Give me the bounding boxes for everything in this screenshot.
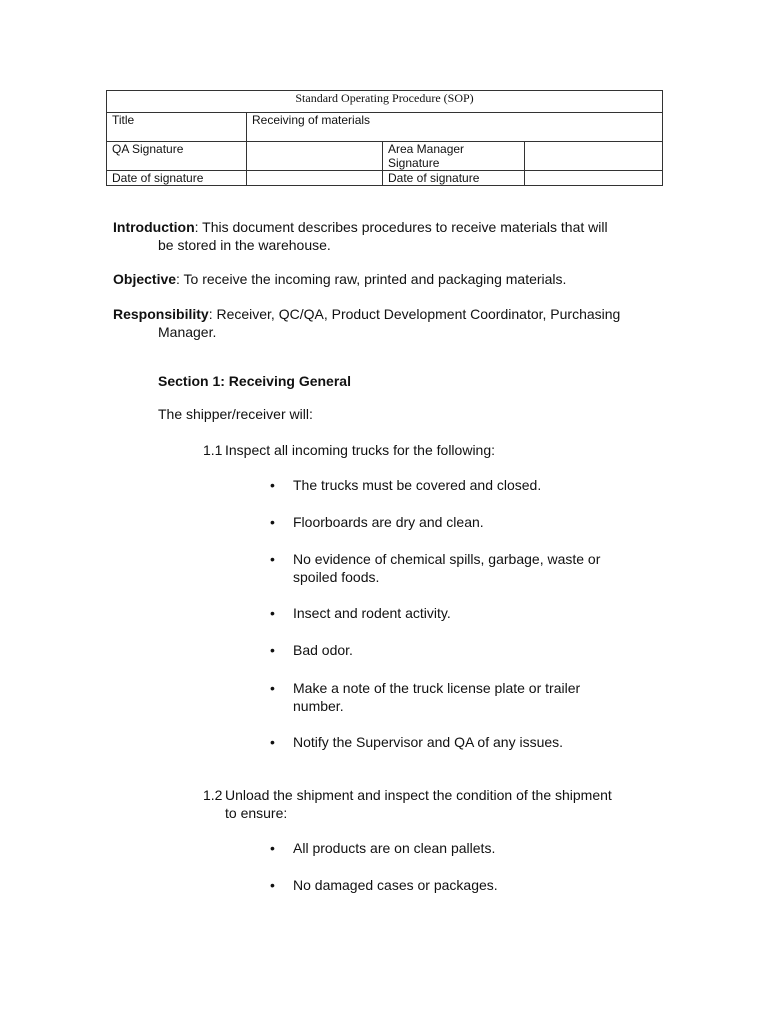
- sop-caption: Standard Operating Procedure (SOP): [107, 91, 663, 113]
- bullet-text: Notify the Supervisor and QA of any issues.: [293, 734, 564, 750]
- bullet-icon: •: [270, 514, 275, 530]
- step-1-1: [203, 441, 654, 459]
- objective-text: : To receive the incoming raw, printed and packaging materials.: [176, 271, 567, 287]
- responsibility-label: Responsibility: [113, 306, 209, 322]
- step-1-2-text-line1: Unload the shipment and inspect the condition of the shipment: [225, 787, 612, 803]
- section-1-lead: The shipper/receiver will:: [158, 406, 313, 422]
- responsibility-text-line1: : Receiver, QC/QA, Product Development Coordinator, Purchasing: [208, 306, 621, 322]
- bullet-text: Floorboards are dry and clean.: [293, 514, 484, 530]
- sop-header-table: [106, 90, 663, 186]
- date-of-signature-field-right[interactable]: [525, 171, 663, 186]
- area-manager-label-line1: Area Manager: [388, 142, 465, 156]
- objective-paragraph: [113, 270, 654, 288]
- bullet-icon: •: [270, 605, 275, 621]
- bullet-item: [270, 513, 654, 531]
- step-1-2-text-line2: to ensure:: [225, 805, 288, 821]
- bullet-text: No damaged cases or packages.: [293, 877, 498, 893]
- step-1-1-number: 1.1: [203, 442, 223, 458]
- step-1-1-text: Inspect all incoming trucks for the following:: [225, 442, 496, 458]
- bullet-icon: •: [270, 840, 275, 856]
- area-manager-signature-field[interactable]: [525, 142, 663, 171]
- qa-signature-field[interactable]: [247, 142, 383, 171]
- bullet-icon: •: [270, 642, 275, 658]
- responsibility-paragraph: [113, 305, 654, 341]
- bullet-icon: •: [270, 551, 275, 567]
- bullet-text-line2: spoiled foods.: [293, 569, 380, 585]
- bullet-item: [270, 876, 654, 894]
- introduction-label: Introduction: [113, 219, 195, 235]
- bullet-icon: •: [270, 877, 275, 893]
- bullet-item: [270, 604, 654, 622]
- step-1-2: [203, 786, 654, 822]
- date-of-signature-label-left: Date of signature: [107, 171, 247, 186]
- bullet-icon: •: [270, 680, 275, 696]
- bullet-icon: •: [270, 734, 275, 750]
- bullet-text-line2: number.: [293, 698, 344, 714]
- area-manager-label-line2: Signature: [388, 156, 440, 170]
- date-of-signature-field-left[interactable]: [247, 171, 383, 186]
- bullet-item: [270, 733, 654, 751]
- document-title: Receiving of materials: [247, 113, 663, 142]
- introduction-text-line1: : This document describes procedures to receive materials that will: [194, 219, 608, 235]
- bullet-text: All products are on clean pallets.: [293, 840, 496, 856]
- bullet-text-line1: No evidence of chemical spills, garbage, waste or: [293, 551, 601, 567]
- title-label: Title: [107, 113, 247, 142]
- bullet-icon: •: [270, 477, 275, 493]
- section-1-heading: Section 1: Receiving General: [158, 373, 351, 389]
- area-manager-signature-label: [383, 142, 525, 171]
- objective-label: Objective: [113, 271, 177, 287]
- bullet-text: The trucks must be covered and closed.: [293, 477, 542, 493]
- bullet-text: Insect and rodent activity.: [293, 605, 451, 621]
- bullet-item: [270, 476, 654, 494]
- responsibility-text-line2: Manager.: [158, 324, 217, 340]
- bullet-item: [270, 839, 654, 857]
- introduction-text-line2: be stored in the warehouse.: [158, 237, 331, 253]
- bullet-item: [270, 679, 654, 715]
- bullet-item: [270, 641, 654, 659]
- bullet-text: Bad odor.: [293, 642, 353, 658]
- step-1-2-number: 1.2: [203, 787, 223, 803]
- date-of-signature-label-right: Date of signature: [383, 171, 525, 186]
- introduction-paragraph: [113, 218, 654, 254]
- bullet-item: [270, 550, 654, 586]
- qa-signature-label: QA Signature: [107, 142, 247, 171]
- bullet-text-line1: Make a note of the truck license plate or trailer: [293, 680, 581, 696]
